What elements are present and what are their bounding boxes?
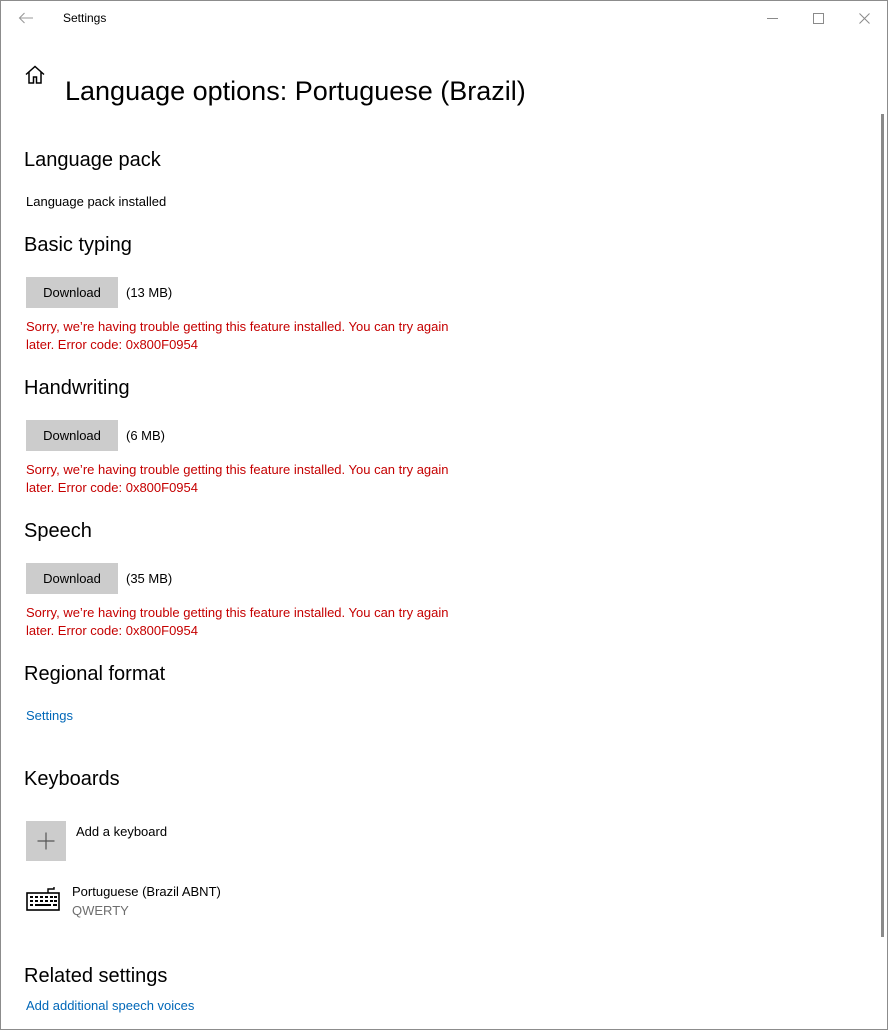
basic-typing-error: Sorry, we’re having trouble getting this feature installed. You can try again later. Error code: 0x800F0954 <box>26 319 449 352</box>
app-title: Settings <box>63 11 107 25</box>
handwriting-heading: Handwriting <box>24 377 130 399</box>
basic-typing-heading: Basic typing <box>24 234 132 256</box>
related-settings-heading: Related settings <box>24 965 168 987</box>
speech-download-button[interactable]: Download <box>26 563 118 594</box>
keyboard-icon <box>26 886 62 912</box>
speech-error: Sorry, we’re having trouble getting this feature installed. You can try again later. Error code: 0x800F0954 <box>26 605 449 638</box>
settings-content <box>1 1 861 1029</box>
language-pack-heading: Language pack <box>24 149 161 171</box>
add-speech-voices-link[interactable]: Add additional speech voices <box>26 998 195 1013</box>
regional-format-heading: Regional format <box>24 663 166 685</box>
add-keyboard-button[interactable] <box>26 821 66 861</box>
keyboard-layout: QWERTY <box>72 903 129 918</box>
regional-format-settings-link[interactable]: Settings <box>26 708 73 723</box>
speech-heading: Speech <box>24 520 92 542</box>
page-title: Language options: Portuguese (Brazil) <box>65 76 526 107</box>
add-keyboard-label[interactable]: Add a keyboard <box>76 824 168 839</box>
handwriting-size: (6 MB) <box>126 428 165 443</box>
basic-typing-download-button[interactable]: Download <box>26 277 118 308</box>
basic-typing-size: (13 MB) <box>126 285 173 300</box>
handwriting-error: Sorry, we’re having trouble getting this feature installed. You can try again later. Error code: 0x800F0954 <box>26 462 449 495</box>
speech-size: (35 MB) <box>126 571 173 586</box>
keyboards-heading: Keyboards <box>24 768 120 790</box>
language-pack-status: Language pack installed <box>26 194 167 209</box>
keyboard-name: Portuguese (Brazil ABNT) <box>72 884 221 899</box>
vertical-scrollbar[interactable] <box>881 114 884 937</box>
plus-icon <box>37 832 55 850</box>
handwriting-download-button[interactable]: Download <box>26 420 118 451</box>
